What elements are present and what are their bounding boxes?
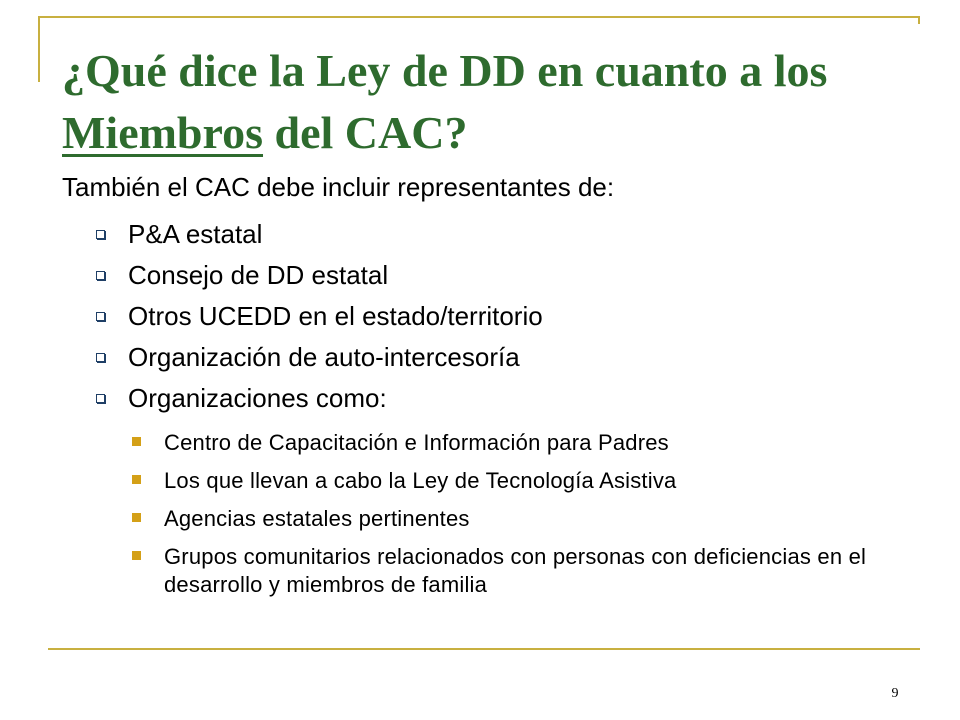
frame-top-rule <box>38 16 920 18</box>
filled-square-icon <box>132 513 141 522</box>
slide-title <box>62 40 922 164</box>
sub-list-item-label: Centro de Capacitación e Información para Padres <box>164 430 669 455</box>
title-text-start: ¿Qué dice la Ley de DD en cuanto a los <box>62 45 828 96</box>
filled-square-icon <box>132 551 141 560</box>
filled-square-icon <box>132 437 141 446</box>
frame-left-rule <box>38 16 40 82</box>
page-number: 9 <box>891 686 899 701</box>
intro-text: También el CAC debe incluir representantes de: <box>62 172 615 202</box>
list-item-label: Consejo de DD estatal <box>128 260 389 290</box>
hollow-square-icon <box>96 312 105 321</box>
hollow-square-icon <box>96 394 105 403</box>
frame-right-tick <box>918 16 920 24</box>
sub-list-item-label: Los que llevan a cabo la Ley de Tecnología Asistiva <box>164 468 677 493</box>
list-item-label: Otros UCEDD en el estado/territorio <box>128 301 543 331</box>
hollow-square-icon <box>96 230 105 239</box>
list-item-label: Organización de auto-intercesoría <box>128 342 520 372</box>
title-text-end: del CAC? <box>263 107 468 158</box>
footer-rule <box>48 648 920 650</box>
hollow-square-icon <box>96 271 105 280</box>
list-item-label: P&A estatal <box>128 219 263 249</box>
hollow-square-icon <box>96 353 105 362</box>
list-item-label: Organizaciones como: <box>128 383 387 413</box>
sub-list-item-label: Agencias estatales pertinentes <box>164 506 470 531</box>
title-underlined-word: Miembros <box>62 107 264 158</box>
sub-list-item-label: Grupos comunitarios relacionados con personas con deficiencias en el desarrollo y miembros de familia <box>164 544 867 597</box>
filled-square-icon <box>132 475 141 484</box>
